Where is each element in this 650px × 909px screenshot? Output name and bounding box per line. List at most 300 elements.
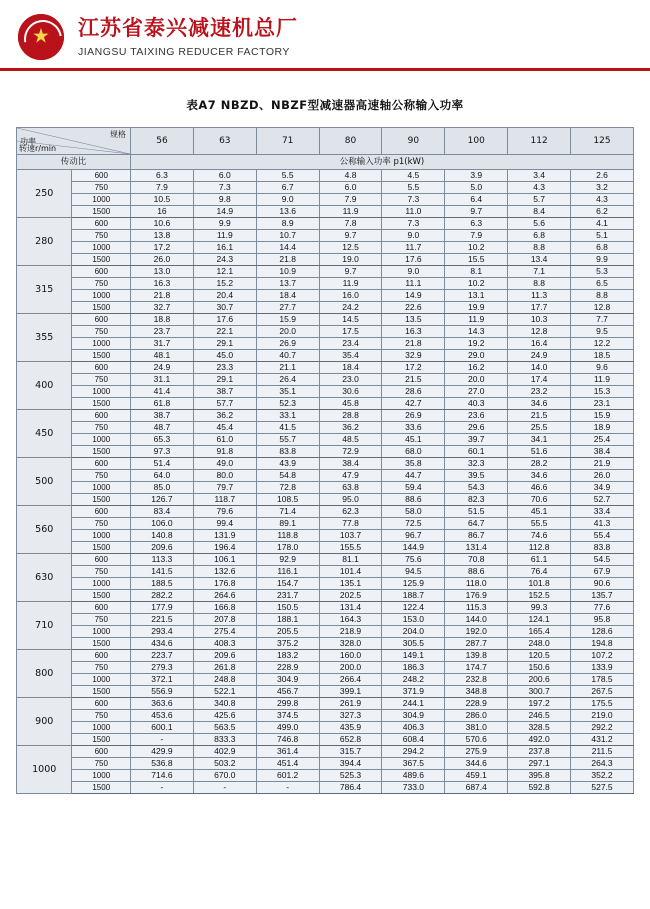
value-cell: 106.1 [193,554,256,566]
value-cell: 196.4 [193,542,256,554]
value-cell: 327.3 [319,710,382,722]
table-row [17,722,634,734]
value-cell: 204.0 [382,626,445,638]
header-ratio-63: 63 [193,128,256,155]
rpm-cell: 600 [72,602,131,614]
spec-cell: 800 [17,650,72,698]
value-cell: 13.5 [382,314,445,326]
value-cell: 293.4 [131,626,194,638]
table-row [17,770,634,782]
value-cell: 9.7 [319,266,382,278]
value-cell: 55.7 [256,434,319,446]
value-cell: 40.7 [256,350,319,362]
value-cell: 264.6 [193,590,256,602]
table-row [17,218,634,230]
value-cell: 16.4 [508,338,571,350]
value-cell: 42.7 [382,398,445,410]
value-cell: 237.8 [508,746,571,758]
value-cell: 64.7 [445,518,508,530]
rpm-cell: 1000 [72,434,131,446]
table-row [17,362,634,374]
value-cell: 194.8 [571,638,634,650]
rpm-cell: 750 [72,710,131,722]
value-cell: 352.2 [571,770,634,782]
value-cell: 29.6 [445,422,508,434]
value-cell: 18.4 [319,362,382,374]
header-ratio-90: 90 [382,128,445,155]
value-cell: 125.9 [382,578,445,590]
value-cell: 131.9 [193,530,256,542]
value-cell: 402.9 [193,746,256,758]
value-cell: 33.6 [382,422,445,434]
company-name-cn: 江苏省泰兴减速机总厂 [78,15,298,40]
value-cell: 45.8 [319,398,382,410]
value-cell: 128.6 [571,626,634,638]
spec-cell: 710 [17,602,72,650]
page-header [0,0,650,71]
value-cell: 374.5 [256,710,319,722]
value-cell: 12.2 [571,338,634,350]
value-cell: 116.1 [256,566,319,578]
value-cell: 131.4 [445,542,508,554]
value-cell: 28.6 [382,386,445,398]
value-cell: 453.6 [131,710,194,722]
value-cell: 150.5 [256,602,319,614]
power-table-body [17,128,634,794]
value-cell: 21.9 [571,458,634,470]
value-cell: 101.8 [508,578,571,590]
value-cell: 197.2 [508,698,571,710]
value-cell: 17.4 [508,374,571,386]
value-cell: 120.5 [508,650,571,662]
header-rpm-label: 转速r/min [19,144,57,153]
value-cell: 144.0 [445,614,508,626]
value-cell: 600.1 [131,722,194,734]
value-cell: 38.4 [319,458,382,470]
value-cell: 6.2 [571,206,634,218]
value-cell: 279.3 [131,662,194,674]
value-cell: 406.3 [382,722,445,734]
value-cell: 10.7 [256,230,319,242]
value-cell: 83.8 [256,446,319,458]
value-cell: 178.0 [256,542,319,554]
value-cell: 223.7 [131,650,194,662]
value-cell: 244.1 [382,698,445,710]
value-cell: 55.5 [508,518,571,530]
value-cell: 248.8 [193,674,256,686]
value-cell: 9.7 [445,206,508,218]
value-cell: 166.8 [193,602,256,614]
value-cell: 21.8 [256,254,319,266]
value-cell: 209.6 [193,650,256,662]
value-cell: 96.7 [382,530,445,542]
value-cell: 297.1 [508,758,571,770]
value-cell: 34.6 [508,470,571,482]
rpm-cell: 1000 [72,482,131,494]
table-row [17,446,634,458]
value-cell: 44.7 [382,470,445,482]
table-row [17,482,634,494]
ratio-label-cell: 传动比 [17,155,131,170]
value-cell: 3.9 [445,170,508,182]
value-cell: 19.0 [319,254,382,266]
value-cell: 556.9 [131,686,194,698]
value-cell: 15.9 [256,314,319,326]
value-cell: 48.7 [131,422,194,434]
value-cell: 4.3 [508,182,571,194]
company-name-en: JIANGSU TAIXING REDUCER FACTORY [78,46,290,59]
rpm-cell: 1500 [72,686,131,698]
value-cell: 183.2 [256,650,319,662]
value-cell: 90.6 [571,578,634,590]
table-row [17,470,634,482]
value-cell: 456.7 [256,686,319,698]
value-cell: 36.2 [193,410,256,422]
value-cell: 17.7 [508,302,571,314]
value-cell: 7.8 [319,218,382,230]
table-row [17,542,634,554]
value-cell: 23.2 [508,386,571,398]
value-cell: 429.9 [131,746,194,758]
value-cell: 24.9 [508,350,571,362]
value-cell: 232.8 [445,674,508,686]
value-cell: 714.6 [131,770,194,782]
value-cell: 67.9 [571,566,634,578]
value-cell: 45.1 [508,506,571,518]
value-cell: 10.3 [508,314,571,326]
value-cell: 47.9 [319,470,382,482]
value-cell: 286.0 [445,710,508,722]
value-cell: 24.9 [131,362,194,374]
value-cell: 7.3 [382,194,445,206]
rpm-cell: 750 [72,374,131,386]
value-cell: 746.8 [256,734,319,746]
value-cell: 372.1 [131,674,194,686]
value-cell: 12.1 [193,266,256,278]
value-cell: 51.4 [131,458,194,470]
header-titles [78,16,298,58]
value-cell: 11.0 [382,206,445,218]
rpm-cell: 1000 [72,194,131,206]
table-row [17,746,634,758]
table-row [17,170,634,182]
value-cell: 81.1 [319,554,382,566]
value-cell: 525.3 [319,770,382,782]
table-header-row [17,128,634,155]
value-cell: 23.0 [319,374,382,386]
header-ratio-71: 71 [256,128,319,155]
value-cell: 563.5 [193,722,256,734]
value-cell: 106.0 [131,518,194,530]
rpm-cell: 1000 [72,242,131,254]
value-cell: 14.5 [319,314,382,326]
value-cell: 363.6 [131,698,194,710]
value-cell: 299.8 [256,698,319,710]
spec-cell: 250 [17,170,72,218]
spec-cell: 315 [17,266,72,314]
table-row [17,614,634,626]
value-cell: 35.1 [256,386,319,398]
table-row [17,242,634,254]
value-cell: 60.1 [445,446,508,458]
value-cell: 36.2 [319,422,382,434]
value-cell: 275.9 [445,746,508,758]
table-row [17,230,634,242]
table-row [17,494,634,506]
value-cell: 126.7 [131,494,194,506]
value-cell: 231.7 [256,590,319,602]
header-spec-label: 规格 [110,130,127,139]
value-cell: 15.9 [571,410,634,422]
value-cell: 48.1 [131,350,194,362]
rpm-cell: 600 [72,266,131,278]
value-cell: 26.9 [382,410,445,422]
value-cell: 300.7 [508,686,571,698]
value-cell: 29.1 [193,374,256,386]
value-cell: 7.3 [193,182,256,194]
value-cell: 16.3 [131,278,194,290]
table-row [17,326,634,338]
value-cell: 266.4 [319,674,382,686]
value-cell: 219.0 [571,710,634,722]
value-cell: 23.1 [571,398,634,410]
value-cell: 41.4 [131,386,194,398]
rpm-cell: 1500 [72,734,131,746]
value-cell: 6.0 [319,182,382,194]
value-cell: 451.4 [256,758,319,770]
table-row [17,590,634,602]
value-cell: 176.9 [445,590,508,602]
value-cell: 9.6 [571,362,634,374]
value-cell: 132.6 [193,566,256,578]
table-row [17,578,634,590]
value-cell: 135.7 [571,590,634,602]
value-cell: 95.8 [571,614,634,626]
value-cell: 21.8 [131,290,194,302]
value-cell: 40.3 [445,398,508,410]
rpm-cell: 1000 [72,530,131,542]
value-cell: 9.7 [319,230,382,242]
value-cell: 34.6 [508,398,571,410]
table-row [17,266,634,278]
value-cell: 17.5 [319,326,382,338]
value-cell: 14.4 [256,242,319,254]
value-cell: 165.4 [508,626,571,638]
value-cell: 209.6 [131,542,194,554]
value-cell: 5.5 [256,170,319,182]
value-cell: 2.6 [571,170,634,182]
value-cell: - [131,734,194,746]
value-cell: 8.8 [571,290,634,302]
value-cell: 26.0 [571,470,634,482]
value-cell: 70.6 [508,494,571,506]
value-cell: 395.8 [508,770,571,782]
value-cell: 39.7 [445,434,508,446]
value-cell: 144.9 [382,542,445,554]
value-cell: 11.9 [319,206,382,218]
value-cell: 58.0 [382,506,445,518]
value-cell: 118.0 [445,578,508,590]
table-row [17,350,634,362]
value-cell: 31.1 [131,374,194,386]
rpm-cell: 750 [72,326,131,338]
value-cell: 6.4 [445,194,508,206]
value-cell: 83.4 [131,506,194,518]
value-cell: 16 [131,206,194,218]
value-cell: 107.2 [571,650,634,662]
value-cell: 14.9 [382,290,445,302]
value-cell: 74.6 [508,530,571,542]
table-row [17,626,634,638]
value-cell: 52.7 [571,494,634,506]
value-cell: 71.4 [256,506,319,518]
value-cell: 95.0 [319,494,382,506]
value-cell: 16.1 [193,242,256,254]
value-cell: 7.9 [131,182,194,194]
table-row [17,662,634,674]
value-cell: 24.3 [193,254,256,266]
value-cell: 381.0 [445,722,508,734]
value-cell: 8.4 [508,206,571,218]
value-cell: 33.1 [256,410,319,422]
rpm-cell: 1500 [72,494,131,506]
value-cell: 59.4 [382,482,445,494]
value-cell: 152.5 [508,590,571,602]
value-cell: 408.3 [193,638,256,650]
value-cell: 5.5 [382,182,445,194]
value-cell: 14.9 [193,206,256,218]
value-cell: 9.9 [571,254,634,266]
value-cell: 5.6 [508,218,571,230]
value-cell: 45.1 [382,434,445,446]
value-cell: 26.0 [131,254,194,266]
value-cell: 4.3 [571,194,634,206]
table-row [17,434,634,446]
value-cell: 18.4 [256,290,319,302]
value-cell: 6.8 [571,242,634,254]
value-cell: 43.9 [256,458,319,470]
value-cell: 70.8 [445,554,508,566]
table-power-header-row [17,155,634,170]
value-cell: 141.5 [131,566,194,578]
header-ratio-80: 80 [319,128,382,155]
rpm-cell: 750 [72,518,131,530]
value-cell: 503.2 [193,758,256,770]
rpm-cell: 600 [72,458,131,470]
rpm-cell: 600 [72,698,131,710]
value-cell: 12.5 [319,242,382,254]
value-cell: 200.6 [508,674,571,686]
value-cell: 86.7 [445,530,508,542]
value-cell: 786.4 [319,782,382,794]
value-cell: 367.5 [382,758,445,770]
value-cell: 99.4 [193,518,256,530]
value-cell: 27.7 [256,302,319,314]
value-cell: 97.3 [131,446,194,458]
value-cell: 733.0 [382,782,445,794]
value-cell: 61.8 [131,398,194,410]
rpm-cell: 750 [72,230,131,242]
value-cell: 304.9 [382,710,445,722]
value-cell: 13.1 [445,290,508,302]
value-cell: 25.4 [571,434,634,446]
value-cell: 188.1 [256,614,319,626]
value-cell: 13.7 [256,278,319,290]
value-cell: 112.8 [508,542,571,554]
value-cell: 39.5 [445,470,508,482]
value-cell: 570.6 [445,734,508,746]
rpm-cell: 1500 [72,206,131,218]
table-row [17,290,634,302]
value-cell: 459.1 [445,770,508,782]
rpm-cell: 750 [72,182,131,194]
value-cell: 23.3 [193,362,256,374]
value-cell: 10.2 [445,242,508,254]
table-container [0,127,650,794]
value-cell: 592.8 [508,782,571,794]
value-cell: 17.2 [382,362,445,374]
value-cell: 108.5 [256,494,319,506]
table-row [17,506,634,518]
value-cell: 29.0 [445,350,508,362]
value-cell: 32.9 [382,350,445,362]
value-cell: 115.3 [445,602,508,614]
value-cell: 23.4 [319,338,382,350]
value-cell: 188.7 [382,590,445,602]
value-cell: 527.5 [571,782,634,794]
value-cell: 17.6 [382,254,445,266]
value-cell: 601.2 [256,770,319,782]
value-cell: 10.9 [256,266,319,278]
value-cell: 8.8 [508,278,571,290]
value-cell: 32.7 [131,302,194,314]
table-row [17,782,634,794]
value-cell: 315.7 [319,746,382,758]
value-cell: 75.6 [382,554,445,566]
value-cell: 7.3 [382,218,445,230]
power-unit-header: 公称输入功率 p1(kW) [131,155,634,170]
header-power-label: 功率 [20,137,36,146]
value-cell: 7.7 [571,314,634,326]
value-cell: 13.8 [131,230,194,242]
value-cell: 94.5 [382,566,445,578]
value-cell: 9.5 [571,326,634,338]
value-cell: 178.5 [571,674,634,686]
rpm-cell: 1500 [72,398,131,410]
value-cell: 11.1 [382,278,445,290]
rpm-cell: 1500 [72,446,131,458]
value-cell: 139.8 [445,650,508,662]
value-cell: 22.1 [193,326,256,338]
value-cell: 394.4 [319,758,382,770]
value-cell: 492.0 [508,734,571,746]
rpm-cell: 600 [72,170,131,182]
header-ratio-56: 56 [131,128,194,155]
spec-cell: 900 [17,698,72,746]
value-cell: 35.8 [382,458,445,470]
rpm-cell: 600 [72,650,131,662]
value-cell: 261.8 [193,662,256,674]
value-cell: 30.6 [319,386,382,398]
value-cell: 4.1 [571,218,634,230]
value-cell: 88.6 [382,494,445,506]
header-ratio-100: 100 [445,128,508,155]
table-row [17,422,634,434]
value-cell: 652.8 [319,734,382,746]
value-cell: 83.8 [571,542,634,554]
value-cell: 328.0 [319,638,382,650]
rpm-cell: 750 [72,662,131,674]
